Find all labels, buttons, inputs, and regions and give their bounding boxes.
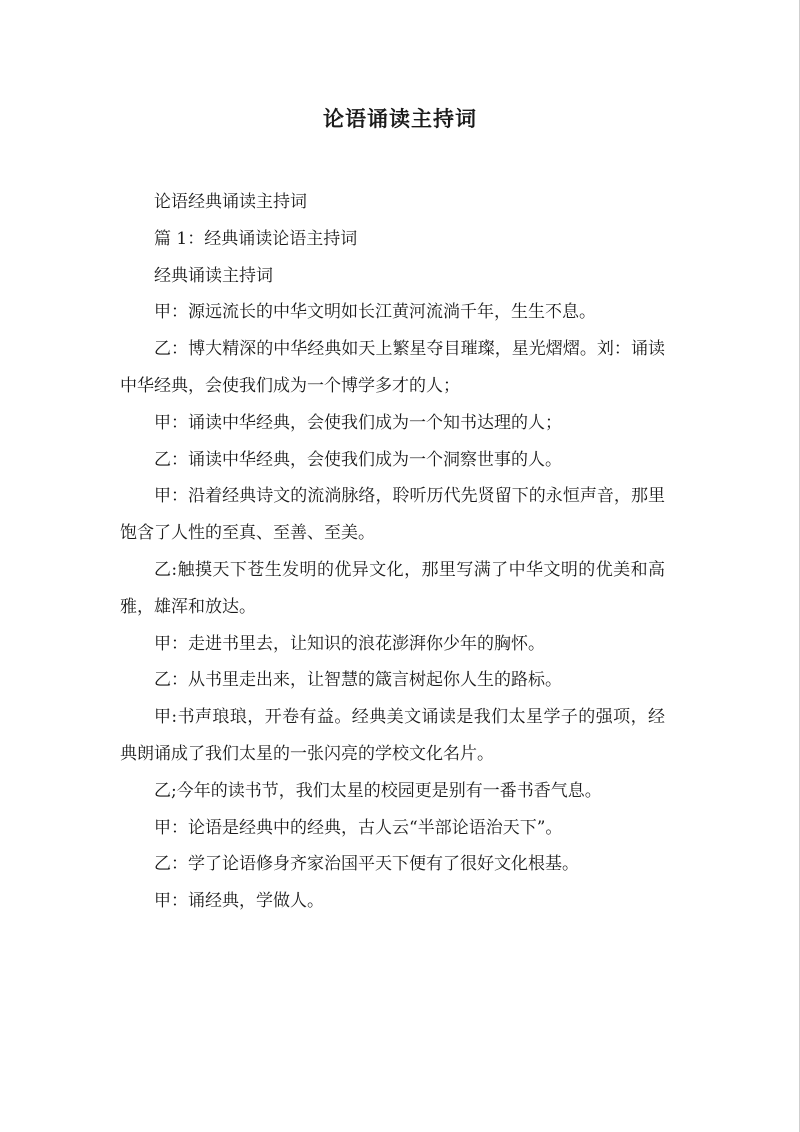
paragraph: 乙：博大精深的中华经典如天上繁星夺目璀璨，星光熠熠。刘：诵读中华经典，会使我们成为一个博学多才的人； [120,339,665,396]
paragraph: 乙：学了论语修身齐家治国平天下便有了很好文化根基。 [154,854,579,875]
paragraph: 乙：从书里走出来，让智慧的箴言树起你人生的路标。 [154,670,562,691]
document-title: 论语诵读主持词 [323,106,477,131]
paragraph: 甲：沿着经典诗文的流淌脉络，聆听历代先贤留下的永恒声音，那里饱含了人性的至真、至善、至美。 [120,486,665,544]
paragraph: 甲：论语是经典中的经典，古人云“半部论语治天下”。 [154,817,563,838]
paragraph: 论语经典诵读主持词 [154,192,307,212]
paragraph: 乙:触摸天下苍生发明的优异文化，那里写满了中华文明的优美和高雅，雄浑和放达。 [120,559,665,617]
document-body [120,184,665,920]
paragraph: 经典诵读主持词 [154,265,273,286]
paragraph: 甲：诵经典，学做人。 [154,891,324,912]
paragraph: 甲：诵读中华经典，会使我们成为一个知书达理的人； [154,412,562,433]
paragraph: 甲：走进书里去，让知识的浪花澎湃你少年的胸怀。 [154,633,545,654]
paragraph: 乙：诵读中华经典，会使我们成为一个洞察世事的人。 [154,449,562,470]
paragraph: 乙;今年的读书节，我们太星的校园更是别有一番书香气息。 [154,780,602,801]
paragraph: 甲：源远流长的中华文明如长江黄河流淌千年，生生不息。 [154,302,596,323]
paragraph: 篇 1：经典诵读论语主持词 [154,228,358,249]
paragraph: 甲:书声琅琅，开卷有益。经典美文诵读是我们太星学子的强项，经典朗诵成了我们太星的一张闪亮的学校文化名片。 [120,707,665,764]
